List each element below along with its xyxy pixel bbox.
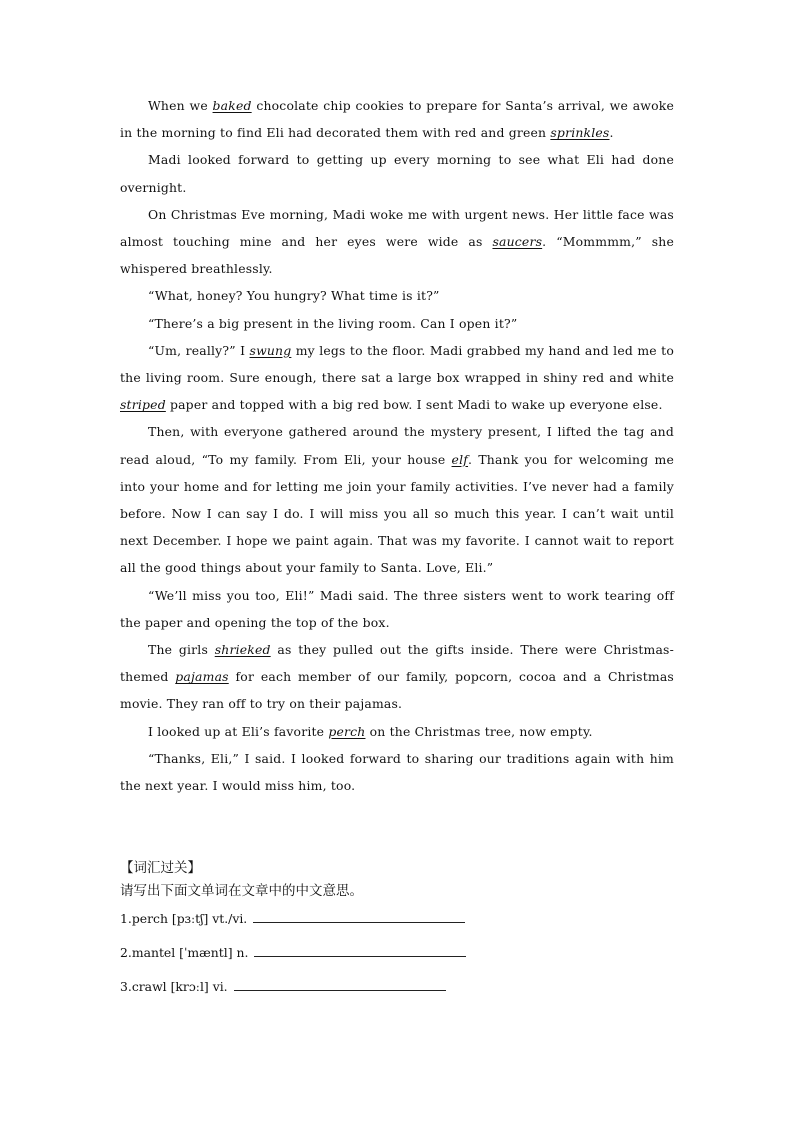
paragraph-10: I looked up at Eli’s favorite perch on the Christmas tree, now empty.	[148, 723, 593, 739]
paragraph-7: Then, with everyone gathered around the mystery present, I lifted the tag and read aloud, “To my family. From Eli, your house elf. Thank you for welcoming me into your home and for letting me join your family activities. I’ve never had a family before. Now I can say I do. I will miss you all so much this year. I can’t wait until next December. I hope we paint again. That was my favorite. I cannot wait to report all the good things about your family to Santa. Love, Eli.”	[120, 424, 674, 576]
paragraph-9: The girls shrieked as they pulled out the gifts inside. There were Christmas-themed pajamas for each member of our family, popcorn, cocoa and a Christmas movie. They ran off to try on their pajamas.	[120, 642, 674, 712]
paragraph-11: “Thanks, Eli,” I said. I looked forward to sharing our traditions again with him the next year. I would miss him, too.	[120, 750, 674, 794]
story-text	[120, 92, 674, 799]
keyword-saucers: saucers	[492, 234, 543, 250]
vocab-item-perch: 1.perch [pɜːtʃ] vt./vi.	[120, 902, 674, 936]
paragraph-4: “What, honey? You hungry? What time is it?”	[148, 288, 440, 304]
answer-blank-1[interactable]	[253, 921, 465, 923]
keyword-striped: striped	[120, 397, 166, 413]
paragraph-5: “There’s a big present in the living room. Can I open it?”	[148, 315, 518, 331]
keyword-sprinkles: sprinkles	[550, 125, 610, 141]
paragraph-8: “We’ll miss you too, Eli!” Madi said. The three sisters went to work tearing off the paper and opening the top of the box.	[120, 587, 674, 630]
vocab-item-crawl: 3.crawl [krɔːl] vi.	[120, 970, 674, 1004]
answer-blank-3[interactable]	[234, 989, 446, 991]
paragraph-2: Madi looked forward to getting up every morning to see what Eli had done overnight.	[120, 152, 674, 195]
vocab-instruction: 请写出下面文单词在文章中的中文意思。	[120, 883, 363, 899]
keyword-baked: baked	[212, 98, 252, 113]
keyword-pajamas: pajamas	[175, 669, 229, 685]
paragraph-1: When we baked chocolate chip cookies to prepare for Santa’s arrival, we awoke in the morning to find Eli had decorated them with red and green sprinkles.	[120, 98, 674, 141]
paragraph-3: On Christmas Eve morning, Madi woke me with urgent news. Her little face was almost touching mine and her eyes were wide as saucers. “Mommmm,” she whispered breathlessly.	[120, 206, 674, 277]
vocab-heading: 【词汇过关】	[120, 860, 201, 876]
keyword-swung: swung	[249, 342, 292, 358]
answer-blank-2[interactable]	[254, 955, 466, 957]
vocab-item-mantel: 2.mantel [ˈmæntl] n.	[120, 936, 674, 970]
keyword-elf: elf	[451, 451, 469, 467]
keyword-shrieked: shrieked	[214, 642, 271, 658]
vocabulary-section	[120, 856, 674, 1004]
paragraph-6: “Um, really?” I swung my legs to the floor. Madi grabbed my hand and led me to the living room. Sure enough, there sat a large box wrapped in shiny red and white striped paper and topped with a big red bow. I sent Madi to wake up everyone else.	[120, 342, 674, 413]
keyword-perch: perch	[328, 723, 366, 739]
